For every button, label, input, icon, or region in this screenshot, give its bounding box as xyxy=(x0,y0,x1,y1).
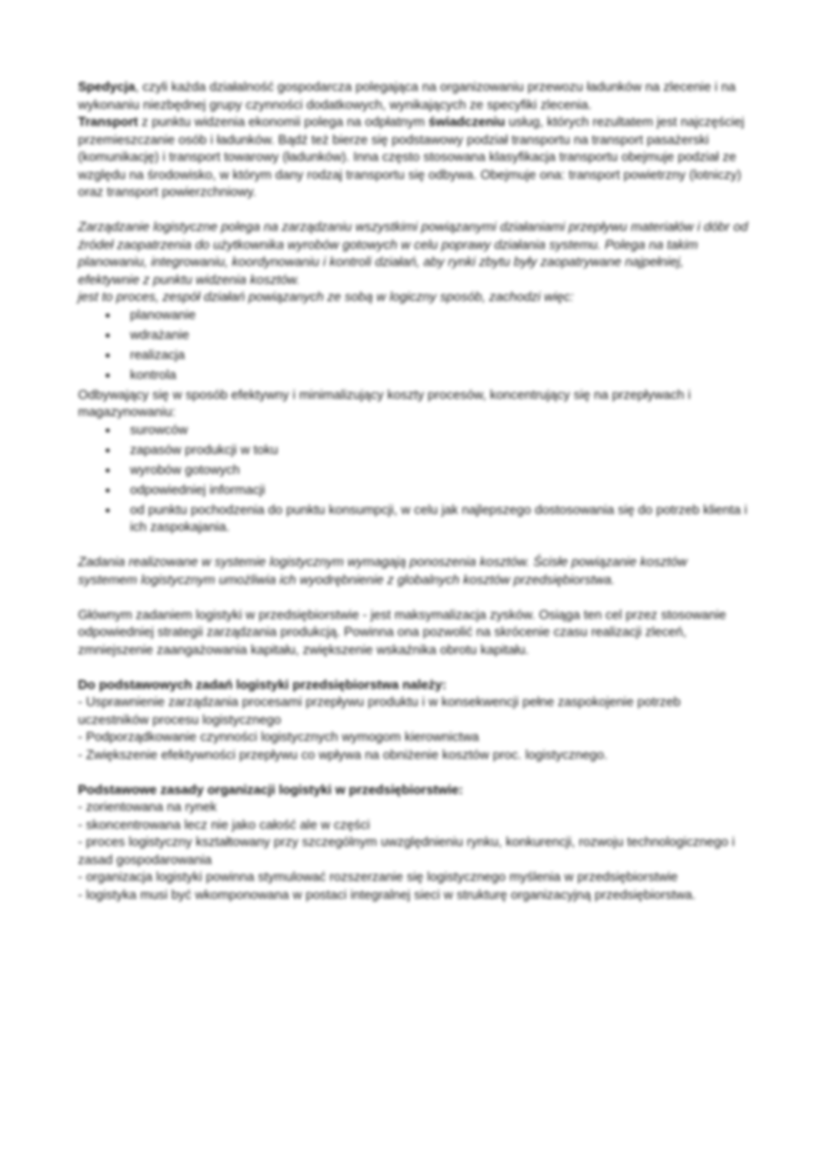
list-item xyxy=(78,441,748,459)
bullet-icon: ● xyxy=(105,369,111,380)
list-item-text: realizacja xyxy=(130,346,185,362)
bullet-icon: ● xyxy=(105,504,111,515)
paragraph-glowne-zadanie: Głównym zadaniem logistyki w przedsiębiorstwie - jest maksymalizacja zysków. Osiąga ten cel przez stosowanie odpowiedniej strategii zarządzania produkcją. Powinna ona pozwolić na skrócenie czasu realizacji zleceń, zmniejszenie zaangażowania kapitału, zwiększenie wskaźnika obrotu kapitału. xyxy=(78,606,727,657)
bullet-icon: ● xyxy=(105,484,111,495)
term-swiadczeniu: świadczeniu xyxy=(428,114,506,129)
list-item-text: surowców xyxy=(130,421,188,437)
paragraph-proces-intro: jest to proces, zespół działań powiązanych ze sobą w logiczny sposób, zachodzi więc: xyxy=(78,289,574,304)
list-item-text: zapasów produkcji w toku xyxy=(130,441,279,457)
list-etapy-procesu xyxy=(78,306,748,384)
paragraph-zadania-koszty: Zadania realizowane w systemie logistycznym wymagają ponoszenia kosztów. Ścisłe powiązanie kosztów systemem logistycznym umożliwia ich wyodrębnienie z globalnych kosztów przedsiębiorstwa. xyxy=(78,554,688,587)
heading-podstawowe-zadania: Do podstawowych zadań logistyki przedsiębiorstwa należy: xyxy=(78,676,447,692)
list-item: - Usprawnienie zarządzania procesami przepływu produktu i w konsekwencji pełne zaspokojenie potrzeb uczestników procesu logistycznego xyxy=(78,694,681,727)
list-zasady-organizacji xyxy=(78,798,748,903)
list-item: - Zwiększenie efektywności przepływu co wpływa na obniżenie kosztów proc. logistycznego. xyxy=(78,746,608,762)
list-item: - proces logistyczny kształtowany przy szczególnym uwzględnieniu rynku, konkurencji, rozwoju technologicznego i zasad gospodarowania xyxy=(78,834,735,867)
document-content xyxy=(78,78,748,903)
term-spedycja: Spedycja xyxy=(78,79,136,94)
list-zadania-logistyki xyxy=(78,693,748,763)
list-item: - organizacja logistyki powinna stymulować rozszerzanie się logistycznego myślenia w przedsiębiorstwie xyxy=(78,869,678,884)
list-przedmioty-przeplywu xyxy=(78,421,748,536)
list-item-text: wyrobów gotowych xyxy=(130,461,240,477)
list-item xyxy=(78,421,748,439)
bullet-icon: ● xyxy=(105,464,111,475)
paragraph-spedycja xyxy=(78,78,748,113)
bullet-icon: ● xyxy=(105,444,111,455)
list-item xyxy=(78,346,748,364)
list-item-text: planowanie xyxy=(130,306,196,322)
term-transport: Transport xyxy=(78,114,138,129)
list-item: - logistyka musi być wkomponowana w postaci integralnej sieci w strukturę organizacyjną przedsiębiorstwa. xyxy=(78,886,696,902)
list-item xyxy=(78,461,748,479)
bullet-icon: ● xyxy=(105,349,111,360)
paragraph-transport-text-2: usług, których rezultatem jest najczęściej przemieszczanie osób i ładunków. Bądź też bierze się podstawowy podział transportu na transport pasażerski (komunikację) i transport towarowy (ładunków). Inna często stosowana klasyfikacja transportu obejmuje podział ze względu na środowisko, w którym dany rodzaj transportu się odbywa. Obejmuje ona: transport powietrzny (lotniczy) oraz transport powierzchniowy. xyxy=(78,114,745,199)
list-item xyxy=(78,481,748,499)
bullet-icon: ● xyxy=(105,329,111,340)
list-item-text: odpowiedniej informacji xyxy=(130,481,266,497)
list-item xyxy=(78,366,748,384)
list-item: - zorientowana na rynek xyxy=(78,799,217,814)
bullet-icon: ● xyxy=(105,309,111,320)
bullet-icon: ● xyxy=(105,424,111,435)
paragraph-transport xyxy=(78,113,748,201)
list-item xyxy=(78,306,748,324)
list-item: - skoncentrowana lecz nie jako całość ale w części xyxy=(78,816,370,832)
paragraph-zarzadzanie-logistyczne: Zarządzanie logistyczne polega na zarządzaniu wszystkimi powiązanymi działaniami przepływu materiałów i dóbr od źródeł zaopatrzenia do użytkownika wyrobów gotowych w celu poprawy działania systemu. Polega na takim planowaniu, integrowaniu, koordynowaniu i kontroli działań, aby rynki zbytu były zaopatrywane najpełniej, efektywnie z punktu widzenia kosztów. xyxy=(78,219,748,287)
list-item xyxy=(78,326,748,344)
paragraph-transport-text-1: z punktu widzenia ekonomii polega na odpłatnym xyxy=(137,114,429,129)
paragraph-spedycja-text: , czyli każda działalność gospodarcza polegająca na organizowaniu przewozu ładunków na zlecenie i na wykonaniu niezbędnej grupy czynności dodatkowych, wynikających ze specyfiki zlecenia. xyxy=(78,79,736,112)
list-item-text: od punktu pochodzenia do punktu konsumpcji, w celu jak najlepszego dostosowania się do potrzeb klienta i ich zaspokajania. xyxy=(130,501,748,534)
list-item xyxy=(78,501,748,536)
list-item-text: kontrola xyxy=(130,366,177,382)
paragraph-odbywajacy: Odbywający się w sposób efektywny i minimalizujący koszty procesów, koncentrujący się na przepływach i magazynowaniu: xyxy=(78,386,691,419)
list-item-text: wdrażanie xyxy=(130,326,190,342)
heading-zasady-organizacji: Podstawowe zasady organizacji logistyki w przedsiębiorstwie: xyxy=(78,781,464,797)
list-item: - Podporządkowanie czynności logistycznych wymogom kierownictwa xyxy=(78,729,480,744)
